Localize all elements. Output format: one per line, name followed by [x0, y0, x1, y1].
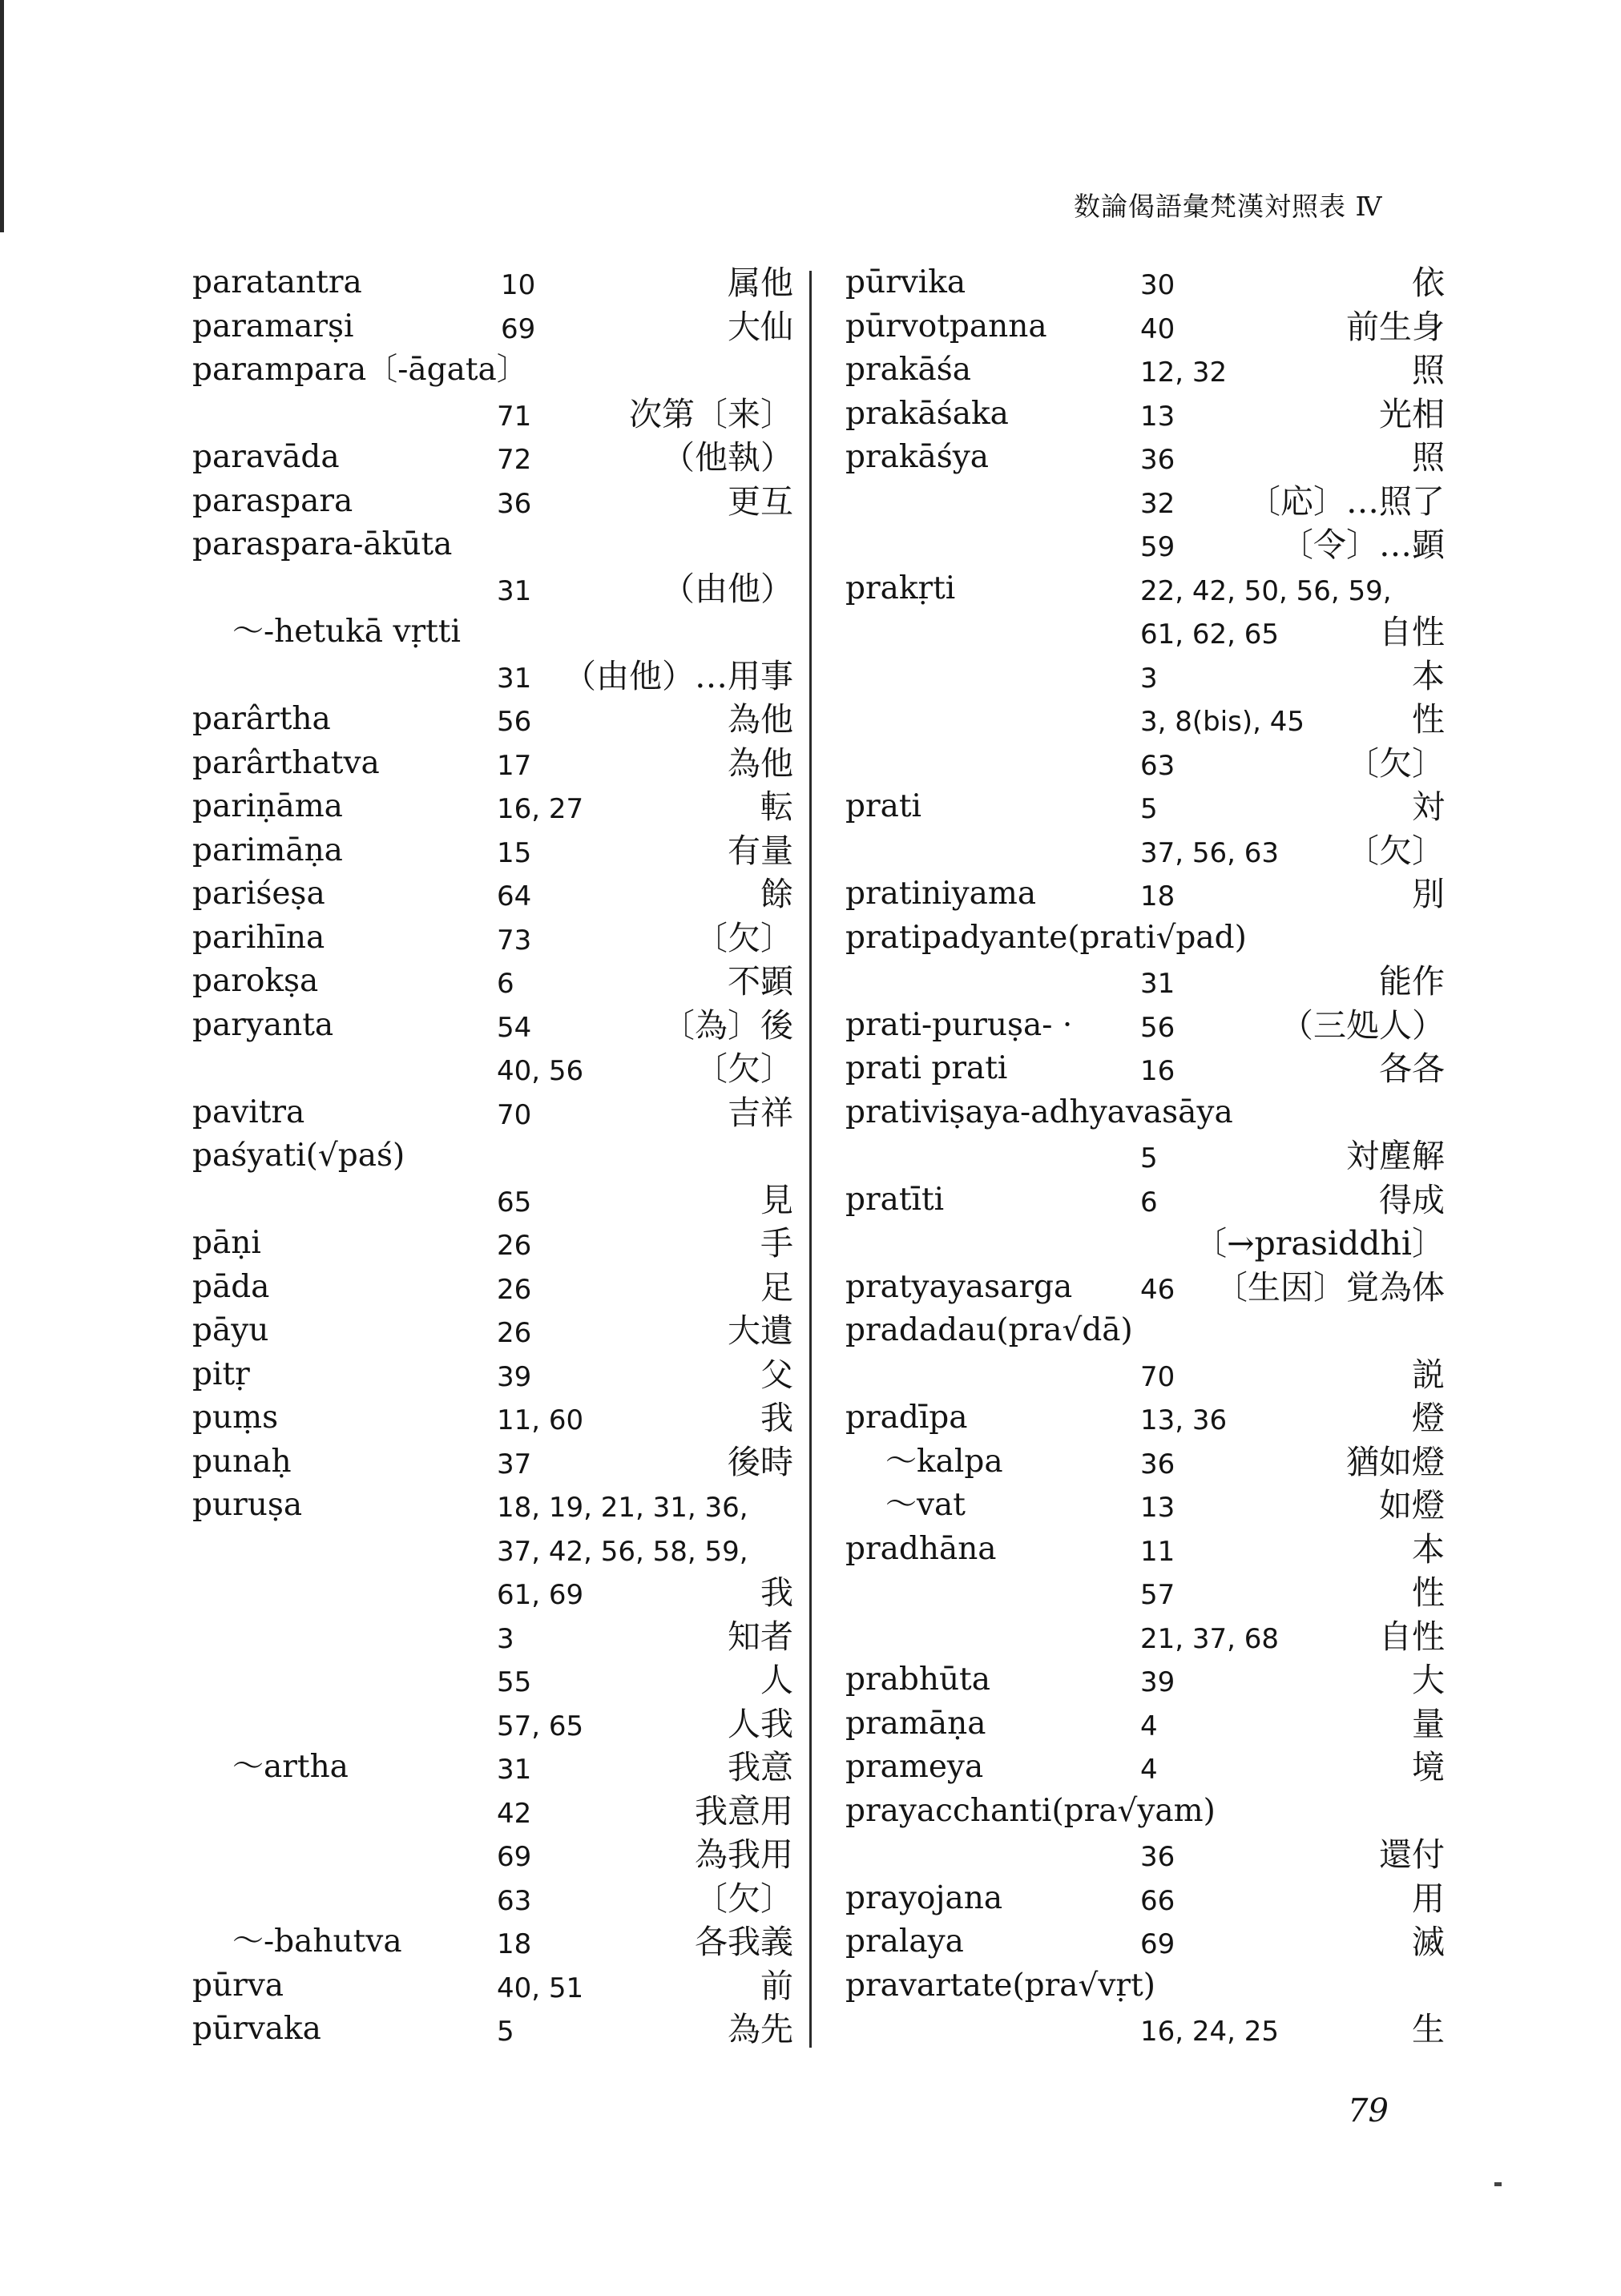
glossary-row	[192, 784, 793, 828]
glossary-row	[845, 1964, 1445, 2008]
glossary-row	[845, 784, 1445, 828]
sanskrit-term: puruṣa	[192, 1487, 303, 1523]
glossary-row	[845, 1702, 1445, 1746]
chinese-equivalent: 足	[760, 1267, 793, 1307]
chinese-equivalent: 自性	[1379, 613, 1445, 651]
verse-references: 3	[1140, 662, 1158, 695]
glossary-row	[845, 1221, 1445, 1265]
glossary-row	[192, 1003, 793, 1047]
verse-references: 69	[497, 1841, 532, 1873]
chinese-equivalent: 転	[760, 787, 793, 826]
verse-references: 32	[1140, 487, 1175, 520]
verse-references: 11	[1140, 1535, 1175, 1568]
sanskrit-term: prati	[845, 788, 922, 824]
sanskrit-term: paśyati(√paś)	[192, 1138, 405, 1174]
sanskrit-term: pariṇāma	[192, 788, 343, 824]
glossary-row	[845, 1614, 1445, 1658]
verse-references: 61, 69	[497, 1579, 584, 1611]
verse-references: 4	[1140, 1754, 1158, 1786]
verse-references: 66	[1140, 1884, 1175, 1917]
glossary-row	[192, 1964, 793, 2008]
glossary-row	[845, 392, 1445, 436]
sanskrit-term: punaḥ	[192, 1443, 292, 1480]
glossary-row	[845, 304, 1445, 348]
chinese-equivalent: 〔応〕…照了	[1248, 481, 1445, 521]
glossary-row	[192, 1702, 793, 1746]
glossary-row	[192, 1396, 793, 1440]
sanskrit-term: prakāśaka	[845, 395, 1009, 432]
chinese-equivalent: 依	[1412, 264, 1445, 302]
glossary-row	[845, 1570, 1445, 1614]
chinese-equivalent: 大仙	[728, 307, 793, 346]
sanskrit-term: 〜vat	[885, 1487, 966, 1523]
glossary-row	[845, 1440, 1445, 1484]
verse-references: 10	[501, 269, 536, 301]
glossary-row	[192, 828, 793, 872]
verse-references: 64	[497, 880, 532, 912]
sanskrit-term: pratipadyante(prati√pad)	[845, 919, 1247, 956]
verse-references: 12, 32	[1140, 356, 1228, 389]
verse-references: 26	[497, 1317, 532, 1349]
verse-references: 39	[1140, 1666, 1175, 1698]
chinese-equivalent: 照	[1412, 438, 1445, 477]
sanskrit-term: prati prati	[845, 1050, 1008, 1086]
glossary-row	[192, 1570, 793, 1614]
glossary-row	[845, 1046, 1445, 1090]
chinese-equivalent: 対	[1412, 787, 1445, 826]
verse-references: 18	[497, 1928, 532, 1960]
glossary-row	[845, 959, 1445, 1003]
chinese-equivalent: 我意	[728, 1748, 793, 1786]
glossary-row	[192, 1745, 793, 1789]
verse-references: 42	[497, 1797, 532, 1830]
scan-edge-mark	[0, 0, 4, 232]
glossary-row	[845, 260, 1445, 304]
chinese-equivalent: 〔為〕後	[662, 1005, 793, 1045]
verse-references: 55	[497, 1666, 532, 1698]
glossary-row	[192, 1614, 793, 1658]
chinese-equivalent: 我意用	[695, 1791, 793, 1831]
sanskrit-term: prakāśya	[845, 439, 990, 475]
chinese-equivalent: 〔欠〕	[1346, 743, 1445, 783]
sanskrit-term: 〜kalpa	[885, 1443, 1003, 1480]
chinese-equivalent: 生	[1412, 2010, 1445, 2048]
chinese-equivalent: 前	[760, 1966, 793, 2005]
verse-references: 21, 37, 68	[1140, 1622, 1280, 1655]
sanskrit-term: pradhāna	[845, 1530, 997, 1567]
glossary-row	[192, 260, 793, 304]
glossary-row	[192, 872, 793, 916]
chinese-equivalent: 属他	[728, 264, 793, 302]
chinese-equivalent: 餘	[760, 875, 793, 913]
glossary-row	[845, 1527, 1445, 1571]
sanskrit-term: prativiṣaya-adhyavasāya	[845, 1094, 1233, 1130]
glossary-row	[192, 1527, 793, 1571]
chinese-equivalent: 還付	[1379, 1835, 1445, 1874]
glossary-row	[192, 479, 793, 523]
glossary-row	[845, 1658, 1445, 1702]
verse-references: 16, 24, 25	[1140, 2016, 1280, 2048]
chinese-equivalent: 如燈	[1379, 1486, 1445, 1525]
verse-references: 73	[497, 924, 532, 957]
verse-references: 72	[497, 444, 532, 476]
glossary-row	[192, 1178, 793, 1222]
chinese-equivalent: 更互	[728, 481, 793, 521]
verse-references: 57, 65	[497, 1710, 584, 1742]
glossary-row	[845, 610, 1445, 654]
sanskrit-term: pūrvaka	[192, 2011, 321, 2047]
verse-references: 69	[1140, 1928, 1175, 1960]
verse-references: 56	[497, 706, 532, 738]
glossary-row	[845, 1090, 1445, 1134]
verse-references: 46	[1140, 1273, 1175, 1306]
verse-references: 71	[497, 400, 532, 433]
left-column	[192, 260, 793, 2051]
glossary-row	[192, 741, 793, 785]
verse-references: 18, 19, 21, 31, 36,	[497, 1492, 748, 1524]
glossary-row	[192, 1440, 793, 1484]
verse-references: 3, 8(bis), 45	[1140, 706, 1305, 738]
chinese-equivalent: 知者	[728, 1617, 793, 1656]
sanskrit-term: 〜-bahutva	[232, 1923, 402, 1960]
verse-references: 5	[497, 2016, 514, 2048]
sanskrit-term: parokṣa	[192, 963, 319, 999]
chinese-equivalent: 手	[760, 1224, 793, 1263]
chinese-equivalent: 説	[1412, 1355, 1445, 1394]
scan-speck	[1494, 2182, 1502, 2186]
sanskrit-term: pavitra	[192, 1094, 305, 1130]
verse-references: 13, 36	[1140, 1404, 1228, 1436]
glossary-row	[192, 348, 793, 392]
verse-references: 63	[497, 1884, 532, 1917]
chinese-equivalent: 性	[1412, 1573, 1445, 1612]
chinese-equivalent: 光相	[1379, 394, 1445, 433]
glossary-row	[845, 1483, 1445, 1527]
glossary-row	[192, 392, 793, 436]
verse-references: 13	[1140, 1492, 1175, 1524]
verse-references: 65	[497, 1186, 532, 1218]
glossary-row	[192, 654, 793, 698]
sanskrit-term: parampara〔-āgata〕	[192, 352, 528, 388]
chinese-equivalent: 量	[1412, 1704, 1445, 1743]
chinese-equivalent: 見	[760, 1180, 793, 1219]
glossary-row	[192, 1483, 793, 1527]
glossary-row	[192, 1221, 793, 1265]
sanskrit-term: pradīpa	[845, 1400, 968, 1436]
sanskrit-term: paramarṣi	[192, 308, 354, 344]
chinese-equivalent: 猶如燈	[1346, 1442, 1445, 1481]
running-header: 数論偈語彙梵漢対照表 Ⅳ	[1074, 191, 1383, 222]
glossary-row	[845, 1789, 1445, 1833]
glossary-row	[192, 1265, 793, 1309]
chinese-equivalent: 能作	[1379, 962, 1445, 1001]
verse-references: 36	[1140, 444, 1175, 476]
glossary-row	[845, 1178, 1445, 1222]
sanskrit-term: prabhūta	[845, 1662, 990, 1698]
verse-references: 54	[497, 1011, 532, 1044]
verse-references: 40, 51	[497, 1972, 584, 2004]
verse-references: 57	[1140, 1579, 1175, 1611]
chinese-equivalent: 各我義	[695, 1923, 793, 1961]
sanskrit-term: paraspara-ākūta	[192, 526, 453, 562]
glossary-row	[192, 1789, 793, 1833]
sanskrit-term: pratīti	[845, 1181, 945, 1218]
chinese-equivalent: 〔令〕…顕	[1280, 526, 1445, 564]
glossary-row	[192, 1308, 793, 1352]
glossary-row	[845, 872, 1445, 916]
sanskrit-term: pratiniyama	[845, 876, 1037, 912]
glossary-row	[192, 1876, 793, 1920]
chinese-equivalent: 別	[1412, 875, 1445, 913]
verse-references: 30	[1140, 269, 1175, 301]
verse-references: 5	[1140, 793, 1158, 825]
chinese-equivalent: 滅	[1412, 1923, 1445, 1961]
chinese-equivalent: 我	[760, 1573, 793, 1612]
sanskrit-term: parihīna	[192, 919, 325, 956]
sanskrit-term: pramāṇa	[845, 1705, 986, 1742]
verse-references: 16, 27	[497, 793, 584, 825]
verse-references: 70	[1140, 1360, 1175, 1393]
chinese-equivalent: （他執）	[662, 438, 793, 477]
chinese-equivalent: 前生身	[1346, 307, 1445, 346]
glossary-row	[845, 1352, 1445, 1396]
chinese-equivalent: 〔欠〕	[695, 918, 793, 957]
sanskrit-term: pāda	[192, 1268, 270, 1305]
verse-references: 39	[497, 1360, 532, 1393]
glossary-row	[192, 1832, 793, 1876]
chinese-equivalent: 各各	[1379, 1049, 1445, 1088]
chinese-equivalent: 〔欠〕	[1346, 831, 1445, 870]
sanskrit-term: pravartate(pra√vṛt)	[845, 1967, 1155, 2004]
sanskrit-term: parârthatva	[192, 744, 380, 781]
column-divider	[809, 271, 812, 2048]
sanskrit-term: pūrva	[192, 1967, 284, 2004]
verse-references: 26	[497, 1273, 532, 1306]
sanskrit-term: pralaya	[845, 1923, 964, 1960]
glossary-row	[192, 435, 793, 479]
chinese-equivalent: （三処人）	[1280, 1005, 1445, 1045]
verse-references: 11, 60	[497, 1404, 584, 1436]
chinese-equivalent: 照	[1412, 351, 1445, 389]
verse-references: 31	[1140, 968, 1175, 1000]
page-number: 79	[1348, 2093, 1389, 2129]
glossary-row	[845, 1876, 1445, 1920]
chinese-equivalent: 境	[1412, 1748, 1445, 1786]
chinese-equivalent: 不顕	[728, 962, 793, 1001]
chinese-equivalent: 性	[1412, 700, 1445, 739]
verse-references: 17	[497, 749, 532, 782]
verse-references: 69	[501, 312, 536, 345]
glossary-row	[845, 1308, 1445, 1352]
chinese-equivalent: （由他）	[662, 569, 793, 608]
sanskrit-term: prakāśa	[845, 352, 972, 388]
chinese-equivalent: 本	[1412, 656, 1445, 695]
verse-references: 26	[497, 1230, 532, 1262]
right-column	[845, 260, 1445, 2051]
sanskrit-term: paratantra	[192, 264, 362, 300]
chinese-equivalent: 後時	[728, 1442, 793, 1481]
verse-references: 4	[1140, 1710, 1158, 1742]
glossary-row	[845, 697, 1445, 741]
sanskrit-term: 〜-hetukā vṛtti	[232, 614, 461, 650]
sanskrit-term: prayacchanti(pra√yam)	[845, 1792, 1216, 1829]
chinese-equivalent: 次第〔来〕	[629, 394, 793, 433]
glossary-row	[192, 1090, 793, 1134]
chinese-equivalent: 父	[760, 1355, 793, 1394]
glossary-row	[192, 304, 793, 348]
verse-references: 36	[1140, 1841, 1175, 1873]
glossary-row	[192, 916, 793, 960]
verse-references: 6	[1140, 1186, 1158, 1218]
glossary-row	[192, 522, 793, 566]
chinese-equivalent: 燈	[1412, 1399, 1445, 1437]
glossary-row	[192, 566, 793, 610]
verse-references: 37, 56, 63	[1140, 836, 1280, 869]
chinese-equivalent: 人我	[728, 1704, 793, 1743]
glossary-row	[845, 1919, 1445, 1964]
sanskrit-term: pūrvika	[845, 264, 966, 300]
chinese-equivalent: 為先	[728, 2010, 793, 2048]
chinese-equivalent: 為他	[728, 700, 793, 739]
chinese-equivalent: 吉祥	[728, 1093, 793, 1132]
glossary-row	[845, 1134, 1445, 1178]
sanskrit-term: prayojana	[845, 1879, 1003, 1916]
glossary-row	[845, 654, 1445, 698]
glossary-row	[192, 959, 793, 1003]
sanskrit-term: parimāṇa	[192, 832, 343, 868]
chinese-equivalent: 有量	[728, 831, 793, 870]
sanskrit-term: prati-puruṣa- ·	[845, 1006, 1073, 1043]
sanskrit-term: pradadau(pra√dā)	[845, 1312, 1133, 1348]
glossary-row	[845, 1832, 1445, 1876]
verse-references: 31	[497, 662, 532, 695]
verse-references: 59	[1140, 531, 1175, 563]
chinese-equivalent: 大遺	[728, 1311, 793, 1350]
verse-references: 36	[1140, 1448, 1175, 1480]
sanskrit-term: pāṇi	[192, 1225, 261, 1261]
chinese-equivalent: 大	[1412, 1661, 1445, 1699]
glossary-row	[845, 348, 1445, 392]
verse-references: 56	[1140, 1011, 1175, 1044]
glossary-row	[192, 1658, 793, 1702]
glossary-row	[845, 566, 1445, 610]
sanskrit-term: pāyu	[192, 1312, 269, 1348]
glossary-row	[845, 522, 1445, 566]
chinese-equivalent: 〔生因〕覚為体	[1215, 1267, 1445, 1307]
sanskrit-term: pitṛ	[192, 1355, 250, 1392]
verse-references: 31	[497, 574, 532, 607]
glossary-row	[845, 1396, 1445, 1440]
glossary-row	[845, 479, 1445, 523]
verse-references: 3	[497, 1622, 514, 1655]
sanskrit-term: pratyayasarga	[845, 1268, 1073, 1305]
verse-references: 13	[1140, 400, 1175, 433]
glossary-row	[192, 1352, 793, 1396]
verse-references: 15	[497, 836, 532, 869]
chinese-equivalent: 〔欠〕	[695, 1049, 793, 1088]
sanskrit-term: paraspara	[192, 482, 353, 519]
verse-references: 70	[497, 1098, 532, 1131]
verse-references: 37	[497, 1448, 532, 1480]
sanskrit-term: paryanta	[192, 1006, 334, 1043]
glossary-row	[845, 916, 1445, 960]
glossary-row	[192, 610, 793, 654]
verse-references: 40	[1140, 312, 1175, 345]
chinese-equivalent: 〔→prasiddhi〕	[1194, 1224, 1445, 1263]
chinese-equivalent: 為他	[728, 743, 793, 783]
chinese-equivalent: 用	[1412, 1879, 1445, 1918]
glossary-row	[845, 2007, 1445, 2051]
verse-references: 63	[1140, 749, 1175, 782]
glossary-row	[192, 1134, 793, 1178]
chinese-equivalent: 対塵解	[1346, 1137, 1445, 1175]
sanskrit-term: parârtha	[192, 701, 331, 737]
glossary-row	[192, 2007, 793, 2051]
sanskrit-term: prakṛti	[845, 570, 956, 606]
glossary-row	[845, 828, 1445, 872]
chinese-equivalent: 本	[1412, 1529, 1445, 1569]
sanskrit-term: 〜artha	[232, 1749, 349, 1785]
verse-references: 5	[1140, 1142, 1158, 1174]
verse-references: 61, 62, 65	[1140, 618, 1280, 651]
verse-references: 16	[1140, 1055, 1175, 1087]
chinese-equivalent: 為我用	[695, 1835, 793, 1874]
verse-references: 36	[497, 487, 532, 520]
chinese-equivalent: 我	[760, 1399, 793, 1437]
glossary-row	[192, 1919, 793, 1964]
chinese-equivalent: 〔欠〕	[695, 1879, 793, 1918]
verse-references: 37, 42, 56, 58, 59,	[497, 1535, 748, 1568]
sanskrit-term: pariśeṣa	[192, 876, 325, 912]
sanskrit-term: prameya	[845, 1749, 984, 1785]
verse-references: 31	[497, 1754, 532, 1786]
chinese-equivalent: 人	[760, 1661, 793, 1699]
sanskrit-term: puṃs	[192, 1400, 279, 1436]
glossary-row	[845, 1265, 1445, 1309]
sanskrit-term: pūrvotpanna	[845, 308, 1047, 344]
glossary-row	[192, 1046, 793, 1090]
verse-references: 40, 56	[497, 1055, 584, 1087]
glossary-row	[845, 741, 1445, 785]
chinese-equivalent: 自性	[1379, 1617, 1445, 1656]
verse-references: 6	[497, 968, 514, 1000]
verse-references: 22, 42, 50, 56, 59,	[1140, 574, 1392, 607]
chinese-equivalent: 得成	[1379, 1180, 1445, 1219]
verse-references: 18	[1140, 880, 1175, 912]
glossary-row	[845, 1745, 1445, 1789]
glossary-row	[845, 435, 1445, 479]
glossary-row	[845, 1003, 1445, 1047]
chinese-equivalent: （由他）…用事	[563, 656, 793, 695]
sanskrit-term: paravāda	[192, 439, 340, 475]
glossary-row	[192, 697, 793, 741]
